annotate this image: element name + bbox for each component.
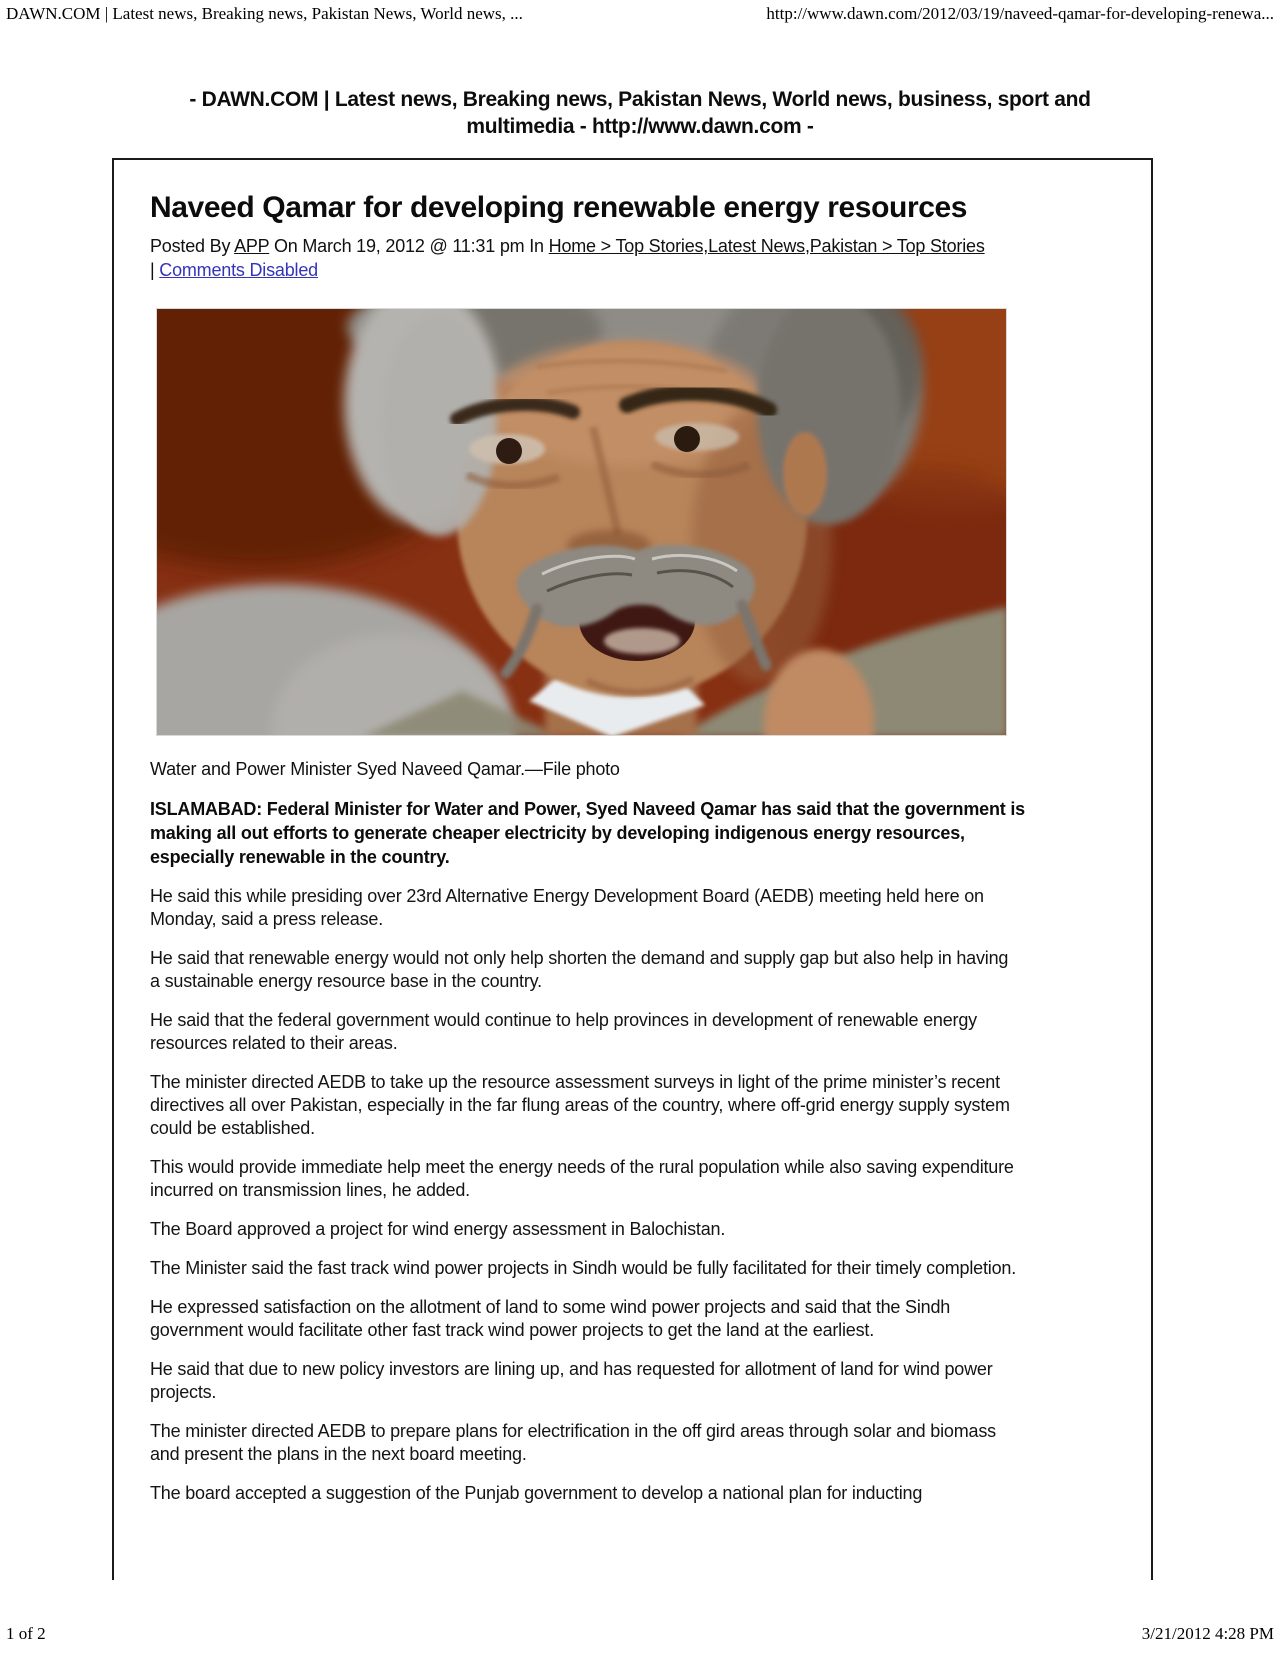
byline-text: On March 19, 2012 @ 11:31 pm In — [269, 236, 549, 256]
print-header-title: DAWN.COM | Latest news, Breaking news, Pakistan News, World news, ... — [6, 4, 523, 23]
byline-separator: | — [150, 260, 160, 280]
article-paragraph: He said that renewable energy would not only help shorten the demand and supply gap but also help in having a sustainable energy resource base in the country. — [150, 948, 1009, 991]
site-banner: - DAWN.COM | Latest news, Breaking news, Pakistan News, World news, business, sport and multimedia - http://www.dawn.com - — [189, 88, 1091, 138]
article-paragraph: The Board approved a project for wind energy assessment in Balochistan. — [150, 1219, 726, 1239]
photo-caption: Water and Power Minister Syed Naveed Qamar.—File photo — [150, 759, 620, 779]
article-paragraph: He said this while presiding over 23rd Alternative Energy Development Board (AEDB) meeting held here on Monday, said a press release. — [150, 886, 984, 929]
article-paragraph: He said that the federal government would continue to help provinces in development of renewable energy resources related to their areas. — [150, 1010, 977, 1053]
lead-paragraph: ISLAMABAD: Federal Minister for Water and Power, Syed Naveed Qamar has said that the government is making all out efforts to generate cheaper electricity by developing indigenous energy resources, especially renewable in the country. — [150, 799, 1025, 867]
article-paragraph: The Minister said the fast track wind power projects in Sindh would be fully facilitated for their timely completion. — [150, 1258, 1017, 1278]
print-header — [6, 4, 1274, 24]
author-link[interactable]: APP — [234, 236, 270, 256]
page-number: 1 of 2 — [6, 1624, 46, 1643]
article-photo — [156, 308, 1007, 736]
print-footer — [6, 1624, 1274, 1644]
byline — [150, 234, 985, 282]
article-paragraph: The minister directed AEDB to prepare plans for electrification in the off gird areas through solar and biomass and present the plans in the next board meeting. — [150, 1421, 996, 1464]
categories-link[interactable]: Home > Top Stories,Latest News,Pakistan > Top Stories — [548, 236, 985, 256]
article-title: Naveed Qamar for developing renewable energy resources — [150, 191, 968, 224]
article-paragraph: The minister directed AEDB to take up the resource assessment surveys in light of the prime minister’s recent directives all over Pakistan, especially in the far flung areas of the country, where off-grid energy supply system could be established. — [150, 1072, 1010, 1138]
comments-disabled-link[interactable]: Comments Disabled — [159, 260, 318, 280]
article-paragraph: The board accepted a suggestion of the Punjab government to develop a national plan for inducting — [150, 1483, 923, 1503]
byline-text: Posted By — [150, 236, 235, 256]
print-header-url: http://www.dawn.com/2012/03/19/naveed-qamar-for-developing-renewa... — [766, 4, 1274, 23]
article-photo-illustration — [157, 309, 1007, 736]
article-paragraph: This would provide immediate help meet the energy needs of the rural population while also saving expenditure incurred on transmission lines, he added. — [150, 1157, 1014, 1200]
article-box — [112, 158, 1153, 1580]
print-timestamp: 3/21/2012 4:28 PM — [1141, 1624, 1274, 1643]
article-paragraph: He expressed satisfaction on the allotment of land to some wind power projects and said that the Sindh government would facilitate other fast track wind power projects to get the land at the earliest. — [150, 1297, 951, 1340]
article-paragraph: He said that due to new policy investors are lining up, and has requested for allotment of land for wind power projects. — [150, 1359, 993, 1402]
